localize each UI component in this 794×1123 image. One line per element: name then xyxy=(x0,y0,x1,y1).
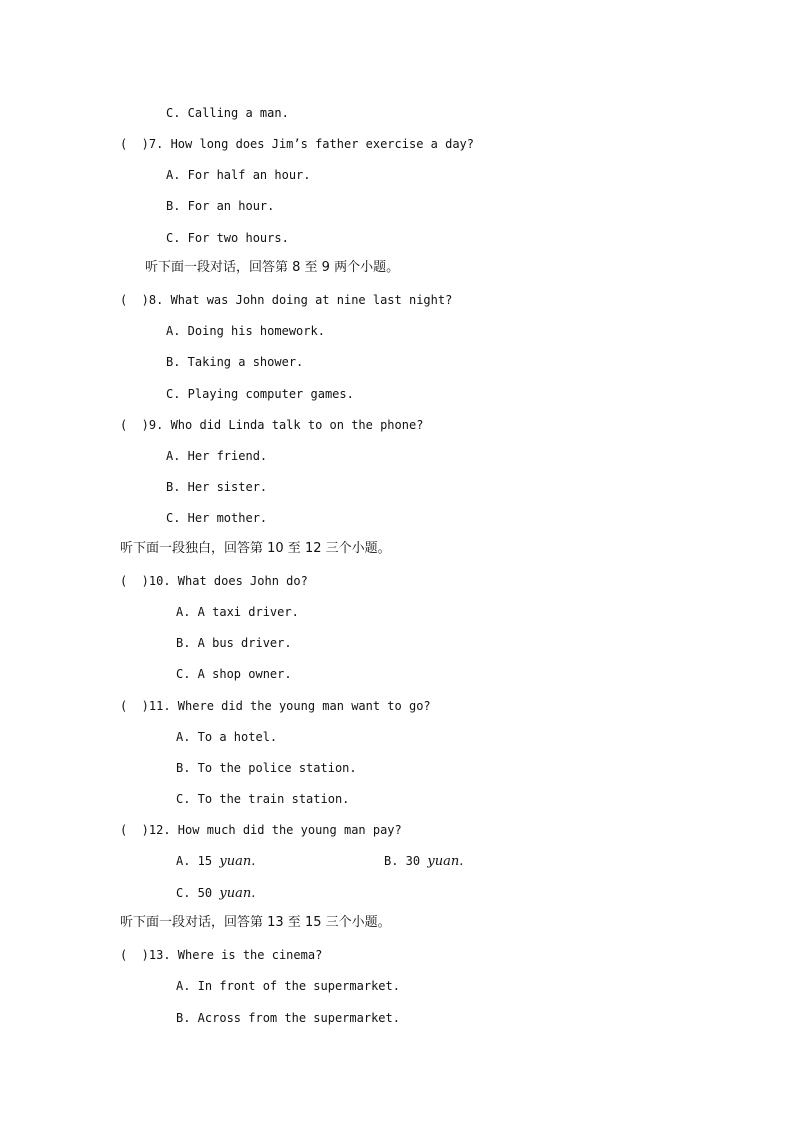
q12-option-b-unit: yuan. xyxy=(427,854,464,869)
q10-option-b: B. A bus driver. xyxy=(176,636,292,650)
q7-option-b: B. For an hour. xyxy=(166,199,275,213)
q7-option-a: A. For half an hour. xyxy=(166,168,311,182)
q9-option-b: B. Her sister. xyxy=(166,480,268,494)
q11-question: ( )11. Where did the young man want to go? xyxy=(120,699,431,713)
q12-option-c-amount: C. 50 xyxy=(176,886,220,900)
q12-option-a-unit: yuan. xyxy=(219,854,256,869)
q7-question: ( )7. How long does Jim’s father exercise a day? xyxy=(120,137,475,151)
q8-option-a: A. Doing his homework. xyxy=(166,324,325,338)
q12-option-a xyxy=(176,853,255,870)
q11-option-c: C. To the train station. xyxy=(176,792,350,806)
q12-option-c-unit: yuan. xyxy=(219,886,256,901)
q13-option-a: A. In front of the supermarket. xyxy=(176,979,400,993)
q10-question: ( )10. What does John do? xyxy=(120,574,308,588)
section-heading-10-12: 听下面一段独白，回答第 10 至 12 三个小题。 xyxy=(120,541,391,556)
q8-question: ( )8. What was John doing at nine last night? xyxy=(120,293,453,307)
section-heading-8-9: 听下面一段对话，回答第 8 至 9 两个小题。 xyxy=(145,260,400,275)
q11-option-a: A. To a hotel. xyxy=(176,730,278,744)
q6-option-c: C. Calling a man. xyxy=(166,106,289,120)
q12-option-a-amount: A. 15 xyxy=(176,854,220,868)
q9-question: ( )9. Who did Linda talk to on the phone? xyxy=(120,418,424,432)
q8-option-c: C. Playing computer games. xyxy=(166,387,354,401)
q9-option-a: A. Her friend. xyxy=(166,449,268,463)
q11-option-b: B. To the police station. xyxy=(176,761,357,775)
q12-option-b xyxy=(384,853,463,870)
q8-option-b: B. Taking a shower. xyxy=(166,355,304,369)
q13-question: ( )13. Where is the cinema? xyxy=(120,948,323,962)
q10-option-a: A. A taxi driver. xyxy=(176,605,299,619)
section-heading-13-15: 听下面一段对话，回答第 13 至 15 三个小题。 xyxy=(120,915,391,930)
q12-option-c xyxy=(176,885,255,902)
q13-option-b: B. Across from the supermarket. xyxy=(176,1011,400,1025)
q9-option-c: C. Her mother. xyxy=(166,511,268,525)
q7-option-c: C. For two hours. xyxy=(166,231,289,245)
q12-option-b-amount: B. 30 xyxy=(384,854,428,868)
q12-question: ( )12. How much did the young man pay? xyxy=(120,823,402,837)
q10-option-c: C. A shop owner. xyxy=(176,667,292,681)
